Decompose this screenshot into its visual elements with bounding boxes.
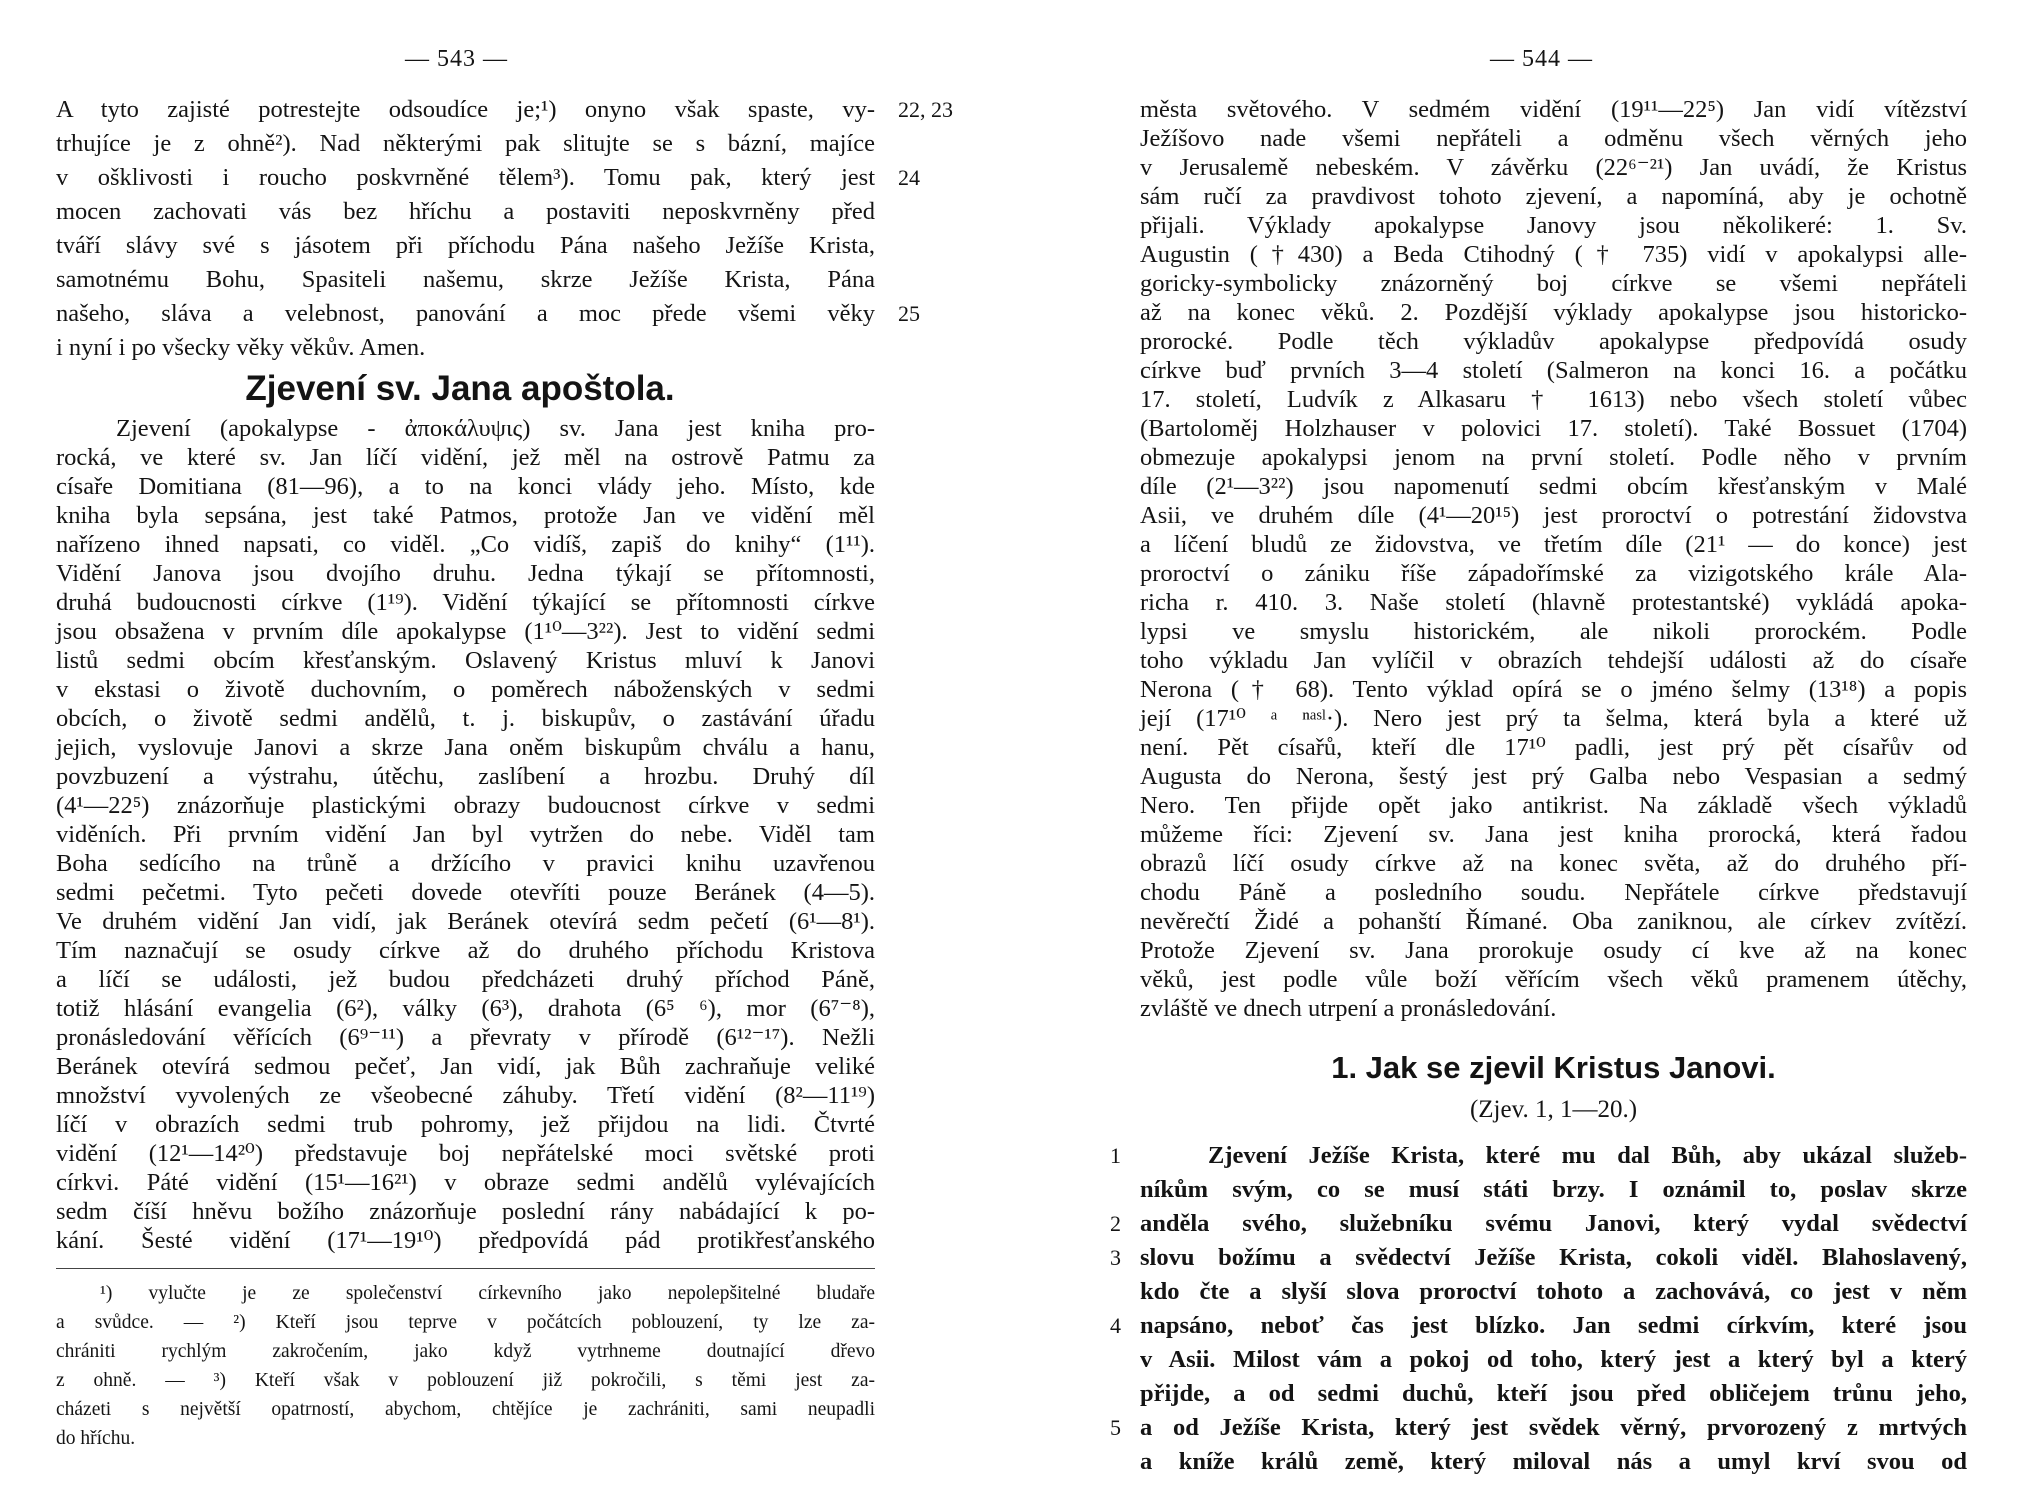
text-line: města světového. V sedmém vidění (19¹¹—22⁵) Jan vidí vítězství xyxy=(1140,96,1967,123)
text-line: mocen zachovati vás bez hříchu a postaviti neposkvrněny před xyxy=(56,198,875,225)
text-line: našeho, sláva a velebnost, panování a moc přede všemi věky xyxy=(56,300,875,327)
right-page xyxy=(1010,0,2020,1500)
verse-number: 24 xyxy=(898,165,920,190)
text-line: chodu Páně a posledního soudu. Nepřátele církve představují xyxy=(1140,879,1967,906)
chapter-heading: 1. Jak se zjevil Kristus Janovi. xyxy=(1331,1050,1776,1085)
footnote-line: chrániti rychlým zakročením, jako když vytrhneme doutnající dřevo xyxy=(56,1341,875,1362)
text-line: církvi. Páté vidění (15¹—16²¹) v obraze sedmi andělů vylévajících xyxy=(56,1169,875,1196)
text-line: obmezuje apokalypsi jenom na první století. Podle něho v prvním xyxy=(1140,444,1967,471)
text-line: tváří slávy své s jásotem při příchodu Pána našeho Ježíše Krista, xyxy=(56,232,875,259)
text-line: Beránek otevírá sedmou pečeť, Jan vidí, jak Bůh zachraňuje veliké xyxy=(56,1053,875,1080)
text-line: A tyto zajisté potrestejte odsoudíce je;¹) onyno však spaste, vy- xyxy=(56,96,875,123)
text-line: goricky-symbolicky znázorněný boj církve se všemi nepřáteli xyxy=(1140,270,1967,297)
page-number: — 544 — xyxy=(1490,46,1593,72)
text-line: Boha sedícího na trůně a držícího v pravici knihu uzavřenou xyxy=(56,850,875,877)
text-line: nevěrečtí Židé a pohanští Římané. Oba zaniknou, ale církev zvítězí. xyxy=(1140,908,1967,935)
footnote-divider xyxy=(56,1268,875,1269)
text-line: Augusta do Nerona, šestý jest prý Galba nebo Vespasian a sedmý xyxy=(1140,763,1967,790)
text-line: prorocké. Podle těch výkladův apokalypse předpovídá osudy xyxy=(1140,328,1967,355)
text-line: zvláště ve dnech utrpení a pronásledování. xyxy=(1140,995,1557,1022)
text-line: císaře Domitiana (81—96), a to na konci vlády jeho. Místo, kde xyxy=(56,473,875,500)
text-line: kdo čte a slyší slova proroctví tohoto a zachovává, co jest v něm xyxy=(1140,1278,1967,1305)
verse-number: 22, 23 xyxy=(898,97,953,122)
text-line: jejich, vyslovuje Janovi a skrze Jana oněm biskupům chválu a hanu, xyxy=(56,734,875,761)
footnote-line: cházeti s největší opatrností, abychom, chtějíce je zachrániti, sami neupadli xyxy=(56,1399,875,1420)
text-line: richa r. 410. 3. Naše století (hlavně protestantské) vykládá apoka- xyxy=(1140,589,1967,616)
text-line: v Asii. Milost vám a pokoj od toho, který jest a který byl a který xyxy=(1140,1346,1967,1373)
text-line: (Bartoloměj Holzhauser v polovici 17. století). Také Bossuet (1704) xyxy=(1140,415,1967,442)
text-line: můžeme říci: Zjevení sv. Jana jest kniha prorocká, která řadou xyxy=(1140,821,1967,848)
text-line: Augustin (†430) a Beda Ctihodný († 735) vidí v apokalypsi alle- xyxy=(1140,241,1967,268)
text-line: sedm číší hněvu božího znázorňuje poslední rány nabádající k po- xyxy=(56,1198,875,1225)
text-line: samotnému Bohu, Spasiteli našemu, skrze Ježíše Krista, Pána xyxy=(56,266,875,293)
left-page xyxy=(0,0,1000,1500)
section-heading: Zjevení sv. Jana apoštola. xyxy=(245,369,675,408)
text-line: Nerona († 68). Tento výklad opírá se o jméno šelmy (13¹⁸) a popis xyxy=(1140,676,1967,703)
footnote-line: z ohně. — ³) Kteří však v poblouzení již pokročili, s těmi jest za- xyxy=(56,1370,875,1391)
text-line: povzbuzení a výstrahu, útěchu, zaslíbení a hrozbu. Druhý díl xyxy=(56,763,875,790)
verse-number: 3 xyxy=(1110,1245,1121,1270)
text-line: totiž hlásání evangelia (6²), války (6³), drahota (6⁵ ⁶), mor (6⁷⁻⁸), xyxy=(56,995,875,1022)
text-line: až na konec věků. 2. Pozdější výklady apokalypse jsou historicko- xyxy=(1140,299,1967,326)
text-line: v Jerusalemě nebeském. V závěrku (22⁶⁻²¹) Jan uvádí, že Kristus xyxy=(1140,154,1967,181)
verse-number: 2 xyxy=(1110,1211,1121,1236)
verse-number: 1 xyxy=(1110,1143,1121,1168)
footnote-line: a svůdce. — ²) Kteří jsou teprve v počátcích poblouzení, ty lze za- xyxy=(56,1312,875,1333)
text-line: Tím naznačují se osudy církve až do druhého příchodu Kristova xyxy=(56,937,875,964)
text-line: a líčení bludů ze židovstva, ve třetím díle (21¹ — do konce) jest xyxy=(1140,531,1967,558)
text-line: proroctví o zániku říše západořímské za vizigotského krále Ala- xyxy=(1140,560,1967,587)
text-line: nařízeno ihned napsati, co viděl. „Co vidíš, zapiš do knihy“ (1¹¹). xyxy=(56,531,875,558)
text-line: jsou obsažena v prvním díle apokalypse (1¹⁰—3²²). Jest to vidění sedmi xyxy=(56,618,875,645)
text-line: obrazů líčí osudy církve až na konec světa, až do druhého pří- xyxy=(1140,850,1967,877)
text-line: i nyní i po všecky věky věkův. Amen. xyxy=(56,334,426,361)
text-line: rocká, ve které sv. Jan líčí vidění, jež měl na ostrově Patmu za xyxy=(56,444,875,471)
verse-number: 4 xyxy=(1110,1313,1121,1338)
text-line: není. Pět císařů, kteří dle 17¹⁰ padli, jest prý pět císařův od xyxy=(1140,734,1967,761)
verse-number: 5 xyxy=(1110,1415,1121,1440)
text-line: a kníže králů země, který miloval nás a umyl krví svou od xyxy=(1140,1448,1967,1475)
text-line: díle (2¹—3²²) jsou napomenutí sedmi obcím křesťanským v Malé xyxy=(1140,473,1967,500)
verse-number: 25 xyxy=(898,301,920,326)
text-line: pronásledování věřících (6⁹⁻¹¹) a převraty v přírodě (6¹²⁻¹⁷). Nežli xyxy=(56,1024,875,1051)
text-line: její (17¹⁰ ᵃ ⁿᵃˢˡ·). Nero jest prý ta šelma, která byla a které už xyxy=(1140,705,1967,732)
text-line: kniha byla sepsána, jest také Patmos, protože Jan ve vidění měl xyxy=(56,502,875,529)
text-line: Zjevení Ježíše Krista, které mu dal Bůh, aby ukázal služeb- xyxy=(1208,1142,1967,1169)
text-line: Ježíšovo nade všemi nepřáteli a odměnu všech věrných jeho xyxy=(1140,125,1967,152)
text-line: anděla svého, služebníku svému Janovi, který vydal svědectví xyxy=(1140,1210,1967,1237)
footnote-line: do hříchu. xyxy=(56,1428,136,1449)
text-line: přijali. Výklady apokalypse Janovy jsou několikeré: 1. Sv. xyxy=(1140,212,1967,239)
page-number: — 543 — xyxy=(405,46,508,72)
text-line: listů sedmi obcím křesťanským. Oslavený Kristus mluví k Janovi xyxy=(56,647,875,674)
text-line: v ošklivosti i roucho poskvrněné tělem³). Tomu pak, který jest xyxy=(56,164,875,191)
text-line: Nero. Ten přijde opět jako antikrist. Na základě všech výkladů xyxy=(1140,792,1967,819)
footnote-line: ¹) vylučte je ze společenství církevního jako nepolepšitelné bludaře xyxy=(100,1283,875,1304)
text-line: sedmi pečetmi. Tyto pečeti dovede otevříti pouze Beránek (4—5). xyxy=(56,879,875,906)
text-line: vidění (12¹—14²⁰) představuje boj nepřátelské moci světské proti xyxy=(56,1140,875,1167)
text-line: Vidění Janova jsou dvojího druhu. Jedna týkají se přítomnosti, xyxy=(56,560,875,587)
text-line: napsáno, neboť čas jest blízko. Jan sedmi církvím, které jsou xyxy=(1140,1312,1967,1339)
text-line: sám ručí za pravdivost tohoto zjevení, a napomíná, aby je ochotně xyxy=(1140,183,1967,210)
text-line: trhujíce je z ohně²). Nad některými pak slitujte se s bázní, majíce xyxy=(56,130,875,157)
text-line: líčí v obrazích sedmi trub pohromy, jež přijdou na lidi. Čtvrté xyxy=(56,1111,875,1138)
text-line: druhá budoucnosti církve (1¹⁹). Vidění týkající se přítomnosti církve xyxy=(56,589,875,616)
text-line: množství vyvolených ze všeobecné záhuby. Třetí vidění (8²—11¹⁹) xyxy=(56,1082,875,1109)
text-line: 17. století, Ludvík z Alkasaru † 1613) nebo všech století vůbec xyxy=(1140,386,1967,413)
text-line: věků, jest podle vůle boží věřícím všech věků pramenem útěchy, xyxy=(1140,966,1967,993)
text-line: a líčí se události, jež budou předcházeti druhý příchod Páně, xyxy=(56,966,875,993)
text-line: a od Ježíše Krista, který jest svědek věrný, prvorozený z mrtvých xyxy=(1140,1414,1967,1441)
text-line: církve buď prvních 3—4 století (Salmeron na konci 16. a počátku xyxy=(1140,357,1967,384)
text-line: obcích, o životě sedmi andělů, t. j. biskupův, o zastávání úřadu xyxy=(56,705,875,732)
text-line: kání. Šesté vidění (17¹—19¹⁰) předpovídá pád protikřesťanského xyxy=(56,1227,875,1254)
text-line: Asii, ve druhém díle (4¹—20¹⁵) jest proroctví o potrestání židovstva xyxy=(1140,502,1967,529)
text-line: toho výkladu Jan vylíčil v obrazích tehdejší události až do císaře xyxy=(1140,647,1967,674)
text-line: lypsi ve smyslu historickém, ale nikoli prorockém. Podle xyxy=(1140,618,1967,645)
text-line: níkům svým, co se musí státi brzy. I oznámil to, poslav skrze xyxy=(1140,1176,1967,1203)
text-line: Protože Zjevení sv. Jana prorokuje osudy cí kve až na konec xyxy=(1140,937,1967,964)
text-line: (4¹—22⁵) znázorňuje plastickými obrazy budoucnost církve v sedmi xyxy=(56,792,875,819)
text-line: přijde, a od sedmi duchů, kteří jsou před obličejem trůnu jeho, xyxy=(1140,1380,1967,1407)
text-line: viděních. Při prvním vidění Jan byl vytržen do nebe. Viděl tam xyxy=(56,821,875,848)
chapter-reference: (Zjev. 1, 1—20.) xyxy=(1469,1096,1638,1123)
text-line: Zjevení (apokalypse - ἀποκάλυψις) sv. Jana jest kniha pro- xyxy=(116,415,875,442)
text-line: Ve druhém vidění Jan vidí, jak Beránek otevírá sedm pečetí (6¹—8¹). xyxy=(56,908,875,935)
text-line: v ekstasi o životě duchovním, o poměrech náboženských v sedmi xyxy=(56,676,875,703)
text-line: slovu božímu a svědectví Ježíše Krista, cokoli viděl. Blahoslavený, xyxy=(1140,1244,1967,1271)
